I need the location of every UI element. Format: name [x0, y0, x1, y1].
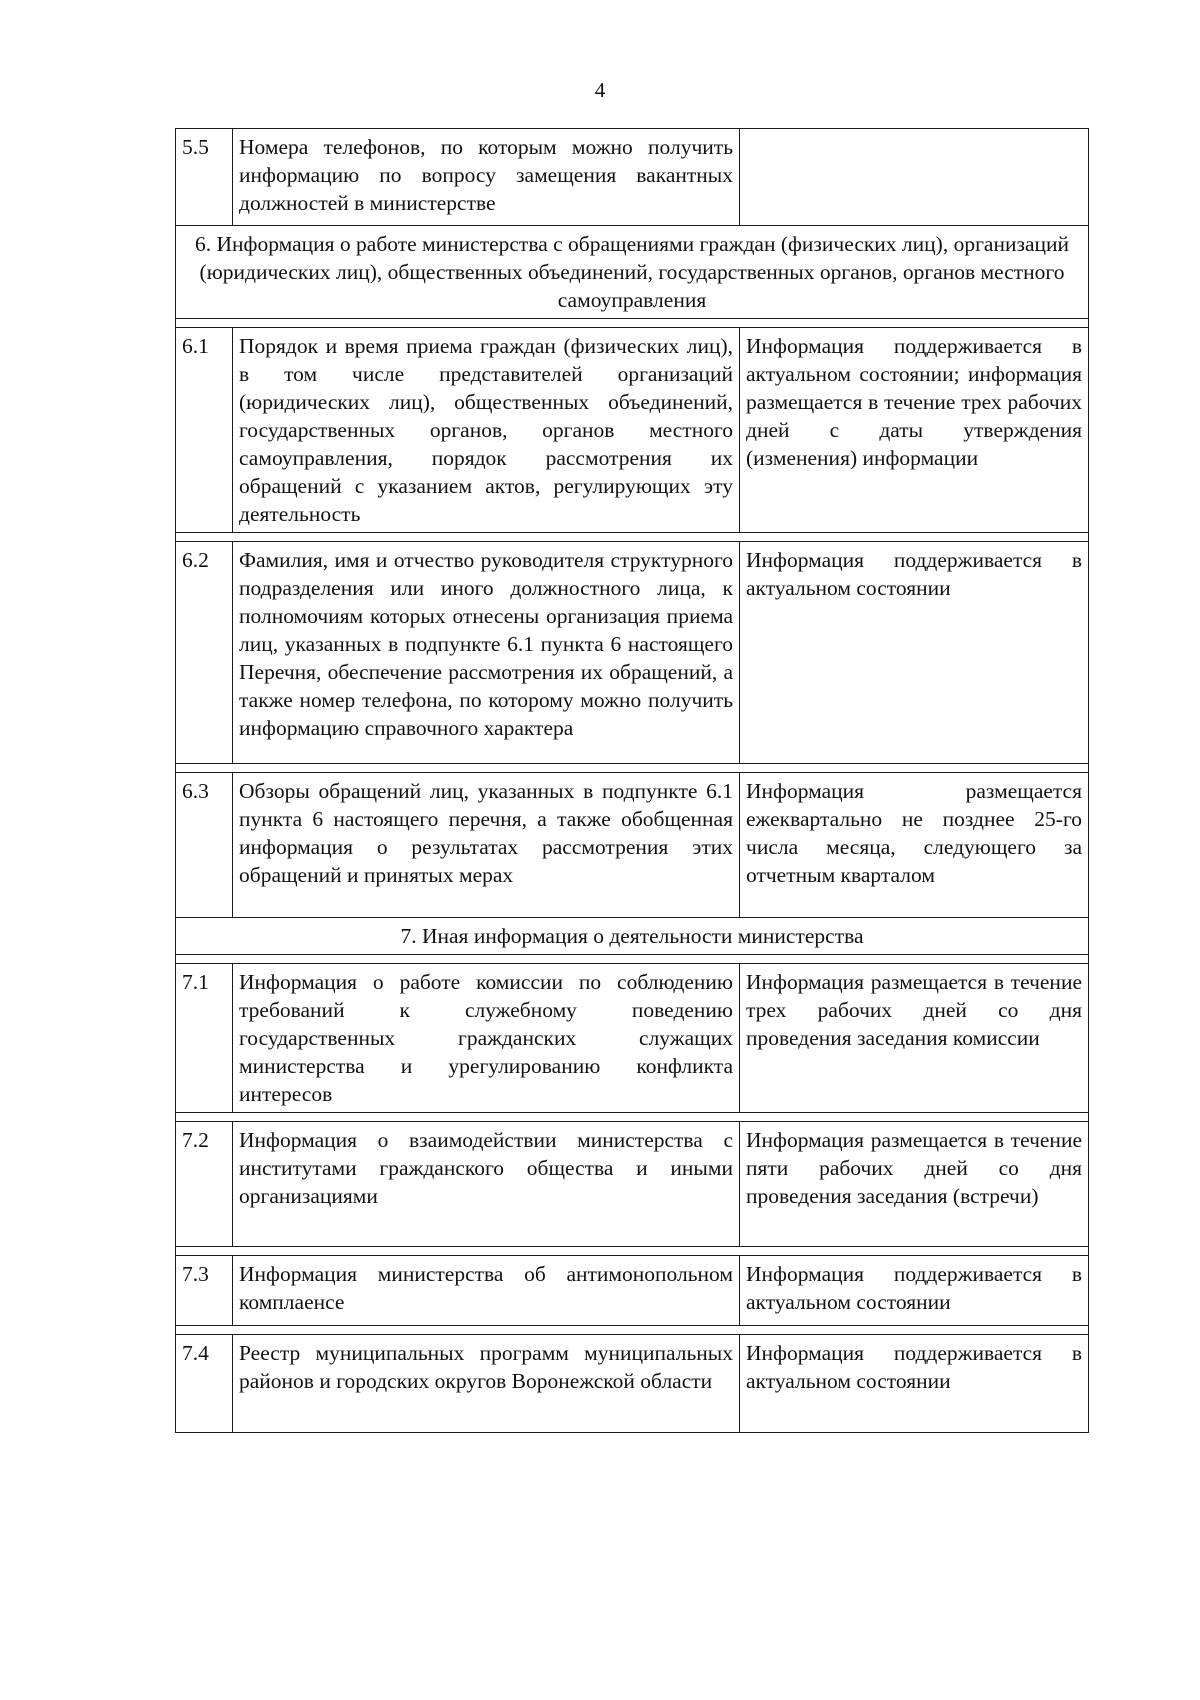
row-spacer [176, 764, 1089, 773]
table-row-5-5 [176, 129, 1089, 226]
spacer-cell [176, 533, 1089, 542]
table-row-7-4 [176, 1335, 1089, 1433]
item-description: Обзоры обращений лиц, указанных в подпункте 6.1 пункта 6 настоящего перечня, а также обобщенная информация о результатах рассмотрения этих обращений и принятых мерах [233, 773, 740, 918]
row-spacer [176, 533, 1089, 542]
item-info: Информация поддерживается в актуальном состоянии [740, 1256, 1089, 1326]
table-row-6-2 [176, 542, 1089, 764]
page-number: 4 [594, 78, 606, 102]
item-description: Реестр муниципальных программ муниципальных районов и городских округов Воронежской области [233, 1335, 740, 1433]
item-description: Фамилия, имя и отчество руководителя структурного подразделения или иного должностного лица, к полномочиям которых отнесены организация приема лиц, указанных в подпункте 6.1 пункта 6 настоящего Перечня, обеспечение рассмотрения их обращений, а также номер телефона, по которому можно получить информацию справочного характера [233, 542, 740, 764]
section-row-7 [176, 918, 1089, 955]
spacer-cell [176, 1247, 1089, 1256]
table-row-6-3 [176, 773, 1089, 918]
section-title: 7. Иная информация о деятельности министерства [176, 918, 1089, 955]
item-number: 6.2 [176, 542, 233, 764]
item-description: Информация о работе комиссии по соблюдению требований к служебному поведению государственных гражданских служащих министерства и урегулированию конфликта интересов [233, 964, 740, 1113]
item-info: Информация поддерживается в актуальном состоянии; информация размещается в течение трех рабочих дней с даты утверждения (изменения) информации [740, 328, 1089, 533]
section-row-6 [176, 226, 1089, 319]
item-number: 5.5 [176, 129, 233, 226]
spacer-cell [176, 319, 1089, 328]
item-description: Информация министерства об антимонопольном комплаенсе [233, 1256, 740, 1326]
item-number: 6.1 [176, 328, 233, 533]
item-number: 7.2 [176, 1122, 233, 1247]
item-number: 7.1 [176, 964, 233, 1113]
item-description: Порядок и время приема граждан (физических лиц), в том числе представителей организаций (юридических лиц), общественных объединений, государственных органов, органов местного самоуправления, порядок рассмотрения их обращений с указанием актов, регулирующих эту деятельность [233, 328, 740, 533]
item-info: Информация размещается в течение пяти рабочих дней со дня проведения заседания (встречи) [740, 1122, 1089, 1247]
section-title: 6. Информация о работе министерства с обращениями граждан (физических лиц), организаций (юридических лиц), общественных объединений, государственных органов, органов местного самоуправления [176, 226, 1089, 319]
row-spacer [176, 1326, 1089, 1335]
row-spacer [176, 1113, 1089, 1122]
information-list-table [175, 128, 1089, 1433]
spacer-cell [176, 955, 1089, 964]
row-spacer [176, 319, 1089, 328]
spacer-cell [176, 1113, 1089, 1122]
item-number: 7.4 [176, 1335, 233, 1433]
item-info: Информация размещается ежеквартально не позднее 25-го числа месяца, следующего за отчетным кварталом [740, 773, 1089, 918]
table-row-7-3 [176, 1256, 1089, 1326]
item-number: 7.3 [176, 1256, 233, 1326]
item-info [740, 129, 1089, 226]
table-row-6-1 [176, 328, 1089, 533]
item-description: Номера телефонов, по которым можно получить информацию по вопросу замещения вакантных должностей в министерстве [233, 129, 740, 226]
row-spacer [176, 955, 1089, 964]
item-number: 6.3 [176, 773, 233, 918]
item-info: Информация размещается в течение трех рабочих дней со дня проведения заседания комиссии [740, 964, 1089, 1113]
table-row-7-1 [176, 964, 1089, 1113]
spacer-cell [176, 764, 1089, 773]
item-description: Информация о взаимодействии министерства с институтами гражданского общества и иными организациями [233, 1122, 740, 1247]
item-info: Информация поддерживается в актуальном состоянии [740, 542, 1089, 764]
item-info: Информация поддерживается в актуальном состоянии [740, 1335, 1089, 1433]
table-row-7-2 [176, 1122, 1089, 1247]
spacer-cell [176, 1326, 1089, 1335]
row-spacer [176, 1247, 1089, 1256]
